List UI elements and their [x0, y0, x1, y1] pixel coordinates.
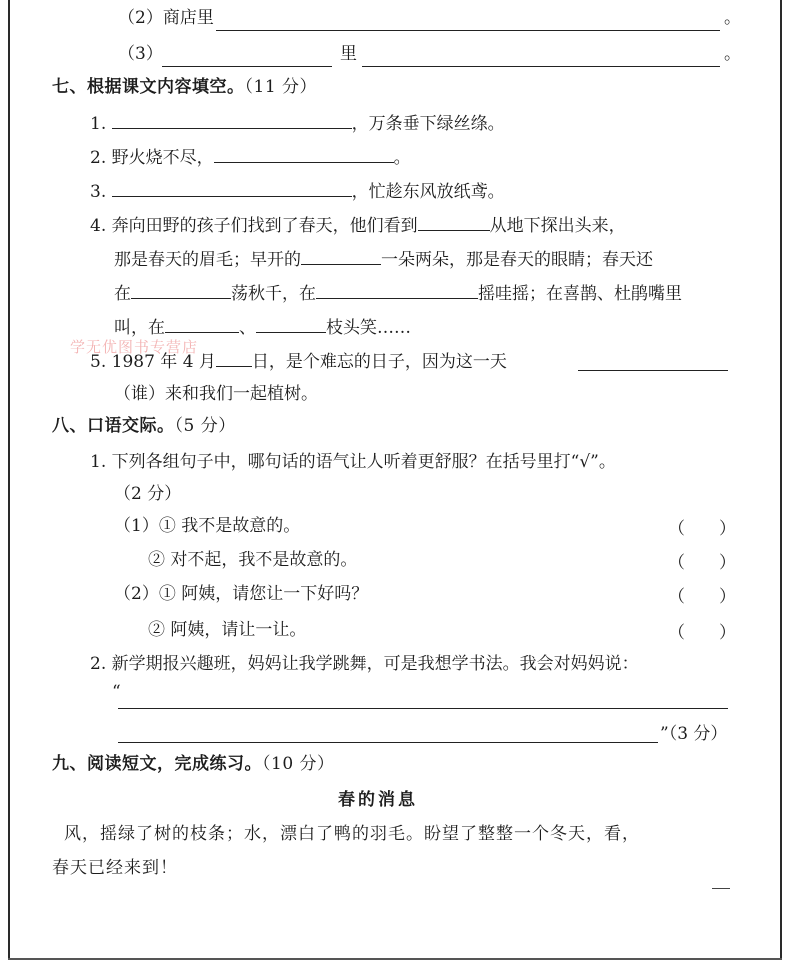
s8-q2-answer-line1[interactable] — [118, 708, 728, 709]
s7-q3-text: ，忙趁东风放纸鸢。 — [351, 182, 505, 202]
s9-heading — [52, 752, 335, 776]
s7-q3 — [90, 178, 505, 202]
s7-heading — [52, 75, 317, 99]
s7-q2 — [90, 144, 411, 168]
s8-g2-a: （2）① 阿姨，请您让一下好吗？ — [114, 584, 369, 604]
s6-item2-blank[interactable] — [216, 30, 720, 31]
s7-q4-l1a: 4. 奔向田野的孩子们找到了春天，他们看到 — [90, 216, 418, 236]
s8-g1-a: （1）① 我不是故意的。 — [114, 516, 301, 536]
s9-heading-text: 九、阅读短文，完成练习。 — [52, 754, 262, 774]
s7-q1-num: 1. — [90, 114, 107, 134]
s7-q4-blank5[interactable] — [165, 314, 239, 333]
s7-q4-line3 — [114, 280, 682, 304]
s6-item3-mid: 里 — [340, 44, 357, 64]
s7-q3-blank[interactable] — [112, 178, 352, 197]
s8-g1-a-paren[interactable]: （ ） — [668, 519, 736, 539]
s7-q5-line1 — [90, 348, 507, 372]
s7-q3-num: 3. — [90, 182, 107, 202]
s7-q4-l2a: 那是春天的眉毛；早开的 — [114, 250, 301, 270]
s8-q2-open-quote: “ — [112, 682, 121, 702]
s7-q5-blank1[interactable] — [216, 348, 252, 367]
s7-q1-blank[interactable] — [112, 110, 352, 129]
s7-q4-l4b: 、 — [239, 318, 256, 338]
scan-mark — [712, 888, 730, 889]
s7-q4-l4a: 叫，在 — [114, 318, 165, 338]
s8-heading-text: 八、口语交际。 — [52, 416, 175, 436]
s8-g2-a-paren[interactable]: （ ） — [668, 587, 736, 607]
s7-q2-end: 。 — [393, 148, 411, 168]
s7-q4-l3a: 在 — [114, 284, 131, 304]
s8-g2-b: ② 阿姨，请让一让。 — [148, 620, 307, 640]
s7-q4-l3c: 摇哇摇；在喜鹊、杜鹃嘴里 — [478, 284, 682, 304]
s7-points: （11 分） — [244, 77, 318, 97]
s7-q4-line4 — [114, 314, 411, 338]
s6-item3-blank2[interactable] — [362, 66, 720, 67]
s8-q1-points: （2 分） — [114, 484, 182, 504]
s7-q4-blank3[interactable] — [131, 280, 231, 299]
s7-heading-text: 七、根据课文内容填空。 — [52, 77, 245, 97]
s8-q2-line1: 2. 新学期报兴趣班，妈妈让我学跳舞，可是我想学书法。我会对妈妈说： — [90, 654, 639, 674]
s7-q2-text: 2. 野火烧不尽， — [90, 148, 214, 168]
page-left-border — [8, 0, 10, 960]
s7-q4-line2 — [114, 246, 653, 270]
s8-g2-b-paren[interactable]: （ ） — [668, 623, 736, 643]
watermark: 学无优图书专营店 — [70, 338, 199, 356]
page-right-border — [780, 0, 782, 960]
s7-q1-text: ，万条垂下绿丝绦。 — [351, 114, 505, 134]
s7-q4-l1b: 从地下探出头来， — [489, 216, 626, 236]
s9-para-line1: 风，摇绿了树的枝条；水，漂白了鸭的羽毛。盼望了整整一个冬天，看， — [64, 824, 640, 844]
s7-q1 — [90, 110, 505, 134]
s9-points: （10 分） — [262, 754, 335, 774]
s7-q4-blank1[interactable] — [418, 212, 490, 231]
s7-q4-blank6[interactable] — [256, 314, 326, 333]
s7-q2-blank[interactable] — [214, 144, 394, 163]
s8-points: （5 分） — [174, 416, 236, 436]
s7-q4-l4c: 枝头笑…… — [326, 318, 411, 338]
s7-q5-blank2[interactable] — [578, 370, 728, 371]
s7-q5-l1a: 5. 1987 年 4 月 — [90, 352, 216, 372]
s7-q4-l2b: 一朵两朵，那是春天的眼睛；春天还 — [381, 250, 653, 270]
s6-item3 — [118, 42, 163, 66]
s6-item3-blank1[interactable] — [162, 66, 332, 67]
s8-q1-line1: 1. 下列各组句子中，哪句话的语气让人听着更舒服？在括号里打“√”。 — [90, 452, 616, 472]
s9-para-line2: 春天已经来到！ — [52, 858, 178, 878]
s6-item3-num: （3） — [118, 44, 163, 64]
s6-item2-text: （2）商店里 — [118, 8, 214, 28]
s6-item2 — [118, 6, 214, 30]
s7-q4-l3b: 荡秋千，在 — [231, 284, 316, 304]
s8-q2-close-quote: ”（3 分） — [660, 724, 728, 744]
s7-q5-l1b: 日，是个难忘的日子，因为这一天 — [251, 352, 507, 372]
s6-item3-end: 。 — [724, 44, 741, 64]
s8-g1-b-paren[interactable]: （ ） — [668, 553, 736, 573]
s7-q4-blank2[interactable] — [301, 246, 381, 265]
s6-item2-end: 。 — [724, 8, 741, 28]
s9-article-title: 春的消息 — [338, 790, 418, 810]
s7-q5-line2: （谁）来和我们一起植树。 — [114, 384, 318, 404]
s7-q4-line1 — [90, 212, 626, 236]
s8-heading — [52, 414, 236, 438]
s8-g1-b: ② 对不起，我不是故意的。 — [148, 550, 358, 570]
s8-q2-answer-line2[interactable] — [118, 742, 658, 743]
s7-q4-blank4[interactable] — [316, 280, 478, 299]
